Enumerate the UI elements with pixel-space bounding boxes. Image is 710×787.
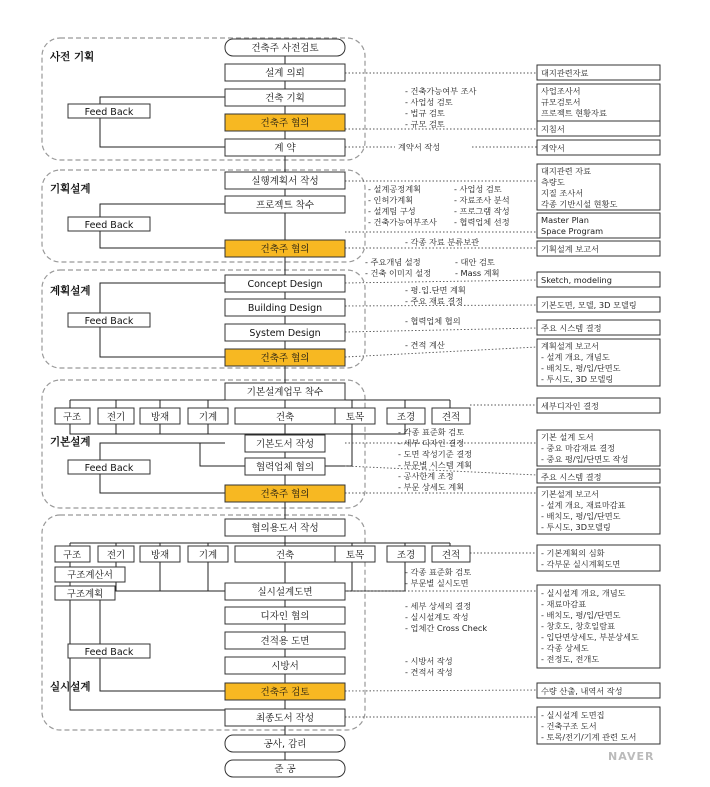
output-line: 규모검토서 [541,97,581,107]
discipline-label: 방재 [150,550,170,561]
note-line: - 규모 검토 [405,119,445,129]
note-line: - 설계팀 구성 [368,206,416,216]
note-line: - 인허가계획 [368,195,414,205]
main-box-label: 준 공 [274,764,296,775]
main-box-label: 최종도서 작성 [255,713,315,724]
output-line: - 설계 개요, 재료마감표 [541,500,626,510]
note-line: - 협력업체 협의 [405,316,461,326]
feedback-connector [100,204,225,217]
discipline-label: 견적 [441,412,461,423]
main-box-label: 건축주 협의 [260,118,310,129]
output-line: 세부디자인 결정 [541,401,599,411]
section-label: 기본설계 [50,436,91,448]
main-box-label: 디자인 협의 [260,611,310,622]
discipline-label: 전기 [106,550,126,561]
note-line: - 협력업체 선정 [454,217,510,227]
note-line: - 견적 계산 [405,340,445,350]
discipline-collector [70,424,405,434]
note-line: - 부문 상세도 계획 [398,482,465,492]
output-line: 측량도 [541,177,565,187]
feedback-connector [100,117,225,147]
output-line: 수량 산출, 내역서 작성 [541,686,623,696]
feedback-connector [100,327,225,357]
feedback-connector [100,658,225,691]
dotted-connector [345,280,537,283]
output-line: - 재료마감표 [541,599,587,609]
output-line: Space Program [541,226,604,236]
output-line: - 토목/전기/기계 관련 도서 [541,732,637,742]
discipline-label: 견적 [441,550,461,561]
feedback-label: Feed Back [84,107,134,118]
output-line: Sketch, modeling [541,275,612,285]
note-line: - 설계공정계획 [368,184,422,194]
note-line: - 공사한계 조정 [398,471,454,481]
main-box-label: 설계 의뢰 [265,68,305,79]
main-box-label: 실행계획서 작성 [251,176,319,187]
note-line: - 각종 표준화 검토 [405,567,472,577]
discipline-label: 토목 [345,550,365,561]
basic-discipline-row [55,408,470,424]
section-label: 기획설계 [50,183,91,195]
section-label: 실시설계 [50,681,91,693]
feedback-connector [100,283,225,313]
output-line: - 기본계획의 심화 [541,548,605,558]
discipline-label: 건축 [275,412,295,423]
main-box-label: 공사, 감리 [263,739,307,750]
note-line: - 자료조사 분석 [454,195,510,205]
structure-calc-label: 구조계산서 [67,570,113,581]
note-line: - 세부 디자인 결정 [398,438,465,448]
output-line: - 배치도, 평/입/단면도 [541,511,621,521]
note-line: - 건축가능여부조사 [368,217,437,227]
section-label: 계획설계 [50,285,91,297]
output-line: 지침서 [541,124,565,134]
discipline-link [200,443,245,466]
main-box-label: 건축주 협의 [260,489,310,500]
output-line: 각종 기반시설 현황도 [541,199,618,209]
discipline-label: 구조 [62,550,82,561]
output-line: 지질 조사서 [541,188,584,198]
discipline-link [325,434,352,466]
output-line: - 건축구조 도서 [541,721,597,731]
main-box-label: 프로젝트 착수 [255,200,315,211]
note-line: 계약서 작성 [398,142,441,152]
note-line: - 건축가능여부 조사 [405,86,477,96]
main-box-label: 건축주 검토 [260,687,310,698]
discipline-label: 조경 [396,550,416,561]
note-line: - 법규 검토 [405,108,445,118]
output-line: 기본도면, 모델, 3D 모델링 [541,300,637,310]
section-label: 사전 기획 [50,51,95,63]
dotted-connector [345,328,537,332]
feedback-connector [100,474,225,493]
note-line: - 부문별 시스템 계획 [398,460,473,470]
discipline-link [345,562,352,591]
watermark-logo: NAVER [608,750,655,763]
output-line: 프로젝트 현황자료 [541,108,607,118]
main-box-label: 실시설계도면 [257,587,313,598]
main-box-label: 기본도서 작성 [255,439,315,450]
main-box-label: Concept Design [247,279,323,290]
discipline-label: 조경 [396,412,416,423]
output-line: - 설계 개요, 개념도 [541,352,610,362]
note-line: - 도면 작성기준 결정 [398,449,473,459]
main-box-label: 건축주 협의 [260,244,310,255]
feedback-label: Feed Back [84,316,134,327]
output-line: - 각종 상세도 [541,643,589,653]
main-box-label: 견적용 도면 [260,636,310,647]
note-line: - 실시설계도 작성 [405,612,469,622]
discipline-label: 방재 [150,412,170,423]
output-line: - 중요 마감재료 결정 [541,443,616,453]
output-line: 기획설계 보고서 [541,244,599,254]
output-line: 대지관련 자료 [541,166,592,176]
output-line: 주요 시스템 결정 [541,472,602,482]
output-line: 계약서 [541,143,565,153]
main-box-label: System Design [249,328,321,339]
discipline-label: 기계 [198,550,218,561]
note-line: - 평.입.단면 계획 [405,285,466,295]
note-line: - 부문별 실시도면 [405,578,469,588]
note-line: - 견적서 작성 [405,667,453,677]
note-line: - 건축 이미지 설정 [365,268,432,278]
output-line: - 투시도, 3D 모델링 [541,374,614,384]
output-line: - 중요 평/입/단면도 작성 [541,454,629,464]
output-line: - 창호도, 창호일람표 [541,621,616,631]
main-box-label: 건축주 협의 [260,353,310,364]
note-line: - 세부 상세의 결정 [405,601,472,611]
discipline-label: 토목 [345,412,365,423]
discipline-link [345,562,405,591]
output-line: - 실시설계 도면집 [541,710,605,720]
note-line: - 주요 재료 결정 [405,296,464,306]
process-notes [365,86,510,677]
feedback-connector [100,591,225,644]
feedback-label: Feed Back [84,463,134,474]
main-box-label: 시방서 [271,661,299,672]
main-box-label: 기본설계업무 착수 [246,387,324,398]
main-box-label: 건축 기획 [265,93,305,104]
output-line: 대지관련자료 [541,68,589,78]
main-box-label: 계 약 [274,143,296,154]
output-line: 사업조사서 [541,86,581,96]
output-line: 주요 시스템 결정 [541,323,602,333]
output-line: - 입단면상세도, 부분상세도 [541,632,639,642]
note-line: - 프로그램 작성 [454,206,510,216]
note-line: - 업체간 Cross Check [405,623,488,633]
feedback-connector [100,443,225,460]
feedback-label: Feed Back [84,647,134,658]
discipline-label: 전기 [106,412,126,423]
output-line: - 배치도, 평/입/단면도 [541,610,621,620]
main-box-label: 협력업체 협의 [255,462,315,473]
dotted-connector [345,690,537,691]
output-line: 기본 설계 도서 [541,432,594,442]
discipline-label: 기계 [198,412,218,423]
note-line: - 각종 표준화 검토 [398,427,465,437]
feedback-connector [100,231,225,248]
output-line: - 배치도, 평/입/단면도 [541,363,621,373]
note-line: - 주요개념 설정 [365,257,421,267]
discipline-label: 구조 [62,412,82,423]
main-box-label: Building Design [247,303,323,314]
main-box-label: 협의용도서 작성 [251,523,319,534]
structure-plan-label: 구조계획 [66,589,104,600]
note-line: - 사업성 검토 [454,184,502,194]
output-boxes [537,65,660,744]
note-line: - 시방서 작성 [405,656,453,666]
output-line: - 각부문 실시계획도면 [541,559,621,569]
note-line: - 각종 자료 분류보관 [405,237,480,247]
output-line: - 실시설계 개요, 개념도 [541,588,626,598]
output-line: - 투시도, 3D모델링 [541,522,611,532]
output-line: Master Plan [541,215,589,225]
output-line: 기본설계 보고서 [541,489,599,499]
main-box-label: 건축주 사전검토 [251,43,319,54]
note-line: - Mass 계획 [455,268,500,278]
note-line: - 사업성 검토 [405,97,453,107]
discipline-label: 건축 [275,550,295,561]
note-line: - 대안 검토 [455,257,495,267]
output-line: - 전정도, 전개도 [541,654,600,664]
output-line: 계획설계 보고서 [541,341,599,351]
feedback-label: Feed Back [84,220,134,231]
